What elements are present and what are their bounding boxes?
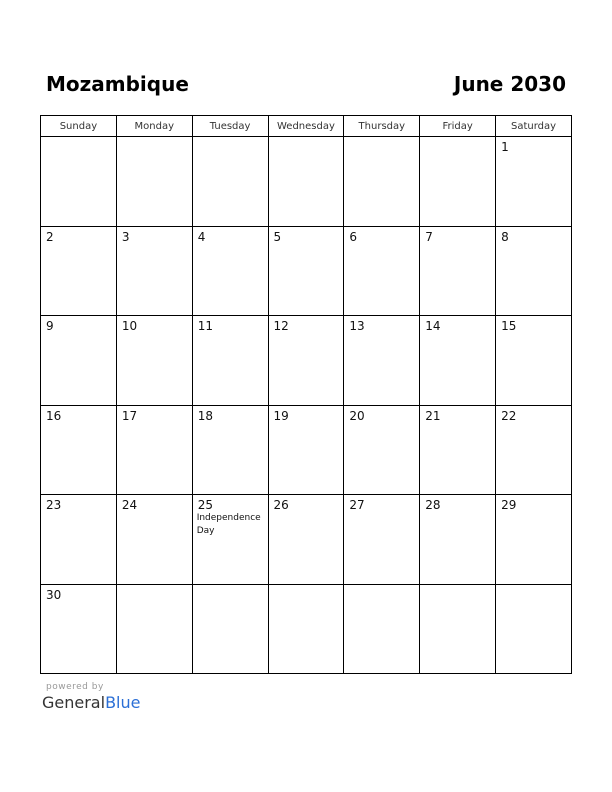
holiday-label: Independence Day bbox=[196, 513, 261, 536]
day-number: 17 bbox=[121, 408, 138, 423]
day-cell bbox=[116, 495, 192, 585]
day-number: 22 bbox=[501, 408, 517, 423]
weekday-wednesday: Wednesday bbox=[268, 116, 344, 137]
day-number: 5 bbox=[273, 229, 282, 244]
day-cell bbox=[41, 137, 117, 227]
day-number: 27 bbox=[349, 498, 365, 512]
week-row bbox=[41, 226, 572, 316]
day-number: 13 bbox=[349, 319, 365, 333]
day-cell bbox=[268, 226, 344, 316]
day-cell bbox=[192, 495, 268, 585]
calendar-grid bbox=[40, 115, 572, 674]
day-cell bbox=[41, 405, 117, 495]
day-number: 12 bbox=[273, 319, 289, 333]
day-number: 1 bbox=[501, 140, 509, 154]
brand-general: General bbox=[42, 693, 106, 712]
day-cell bbox=[268, 316, 344, 406]
day-cell bbox=[116, 137, 192, 227]
day-number: 15 bbox=[501, 319, 517, 333]
day-number: 16 bbox=[46, 408, 62, 423]
day-number bbox=[496, 585, 571, 588]
day-number: 9 bbox=[46, 319, 54, 333]
day-number: 7 bbox=[425, 229, 433, 244]
day-number: 28 bbox=[425, 498, 441, 512]
day-cell bbox=[268, 137, 344, 227]
day-cell bbox=[192, 226, 268, 316]
day-number bbox=[117, 585, 192, 588]
brand-blue: Blue bbox=[105, 693, 141, 712]
day-number: 20 bbox=[349, 408, 365, 423]
day-cell bbox=[420, 584, 496, 674]
day-number: 6 bbox=[349, 229, 358, 244]
day-number: 29 bbox=[501, 498, 517, 512]
weekday-saturday: Saturday bbox=[496, 116, 572, 137]
day-number: 8 bbox=[501, 229, 509, 244]
day-cell bbox=[116, 584, 192, 674]
day-number: 23 bbox=[46, 498, 62, 512]
day-cell bbox=[192, 137, 268, 227]
day-number bbox=[269, 137, 344, 140]
day-cell bbox=[420, 405, 496, 495]
week-row bbox=[41, 405, 572, 495]
day-cell bbox=[420, 137, 496, 227]
day-cell bbox=[268, 495, 344, 585]
day-cell bbox=[344, 405, 420, 495]
day-cell bbox=[41, 316, 117, 406]
calendar-country-title: Mozambique bbox=[46, 72, 189, 96]
day-number bbox=[117, 137, 192, 140]
day-cell bbox=[344, 584, 420, 674]
day-cell bbox=[420, 495, 496, 585]
day-number bbox=[193, 137, 268, 140]
day-cell bbox=[496, 584, 572, 674]
week-row bbox=[41, 316, 572, 406]
weekday-thursday: Thursday bbox=[344, 116, 420, 137]
day-cell bbox=[192, 405, 268, 495]
day-cell bbox=[41, 495, 117, 585]
day-number: 30 bbox=[46, 587, 62, 602]
day-number: 4 bbox=[197, 229, 206, 244]
day-cell bbox=[344, 137, 420, 227]
day-number: 26 bbox=[273, 498, 289, 512]
day-number: 14 bbox=[425, 319, 441, 333]
day-number: 24 bbox=[121, 498, 138, 512]
day-number: 3 bbox=[121, 229, 130, 244]
day-number: 18 bbox=[197, 408, 213, 423]
day-number: 25 bbox=[197, 498, 213, 512]
day-number: 10 bbox=[121, 319, 138, 333]
day-cell bbox=[268, 584, 344, 674]
weekday-tuesday: Tuesday bbox=[192, 116, 268, 137]
day-cell bbox=[420, 226, 496, 316]
day-number: 2 bbox=[46, 229, 54, 244]
day-number: 11 bbox=[197, 319, 213, 333]
day-cell bbox=[116, 316, 192, 406]
day-cell bbox=[268, 405, 344, 495]
weekday-monday: Monday bbox=[116, 116, 192, 137]
day-number: 19 bbox=[273, 408, 289, 423]
day-cell bbox=[496, 405, 572, 495]
day-cell bbox=[496, 226, 572, 316]
calendar-weeks bbox=[41, 137, 572, 674]
day-cell bbox=[41, 226, 117, 316]
day-number bbox=[420, 585, 495, 588]
week-row bbox=[41, 137, 572, 227]
day-number bbox=[344, 137, 419, 140]
day-cell bbox=[344, 226, 420, 316]
day-cell bbox=[344, 316, 420, 406]
day-number bbox=[420, 137, 495, 140]
weekday-sunday: Sunday bbox=[41, 116, 117, 137]
day-cell bbox=[116, 405, 192, 495]
day-number bbox=[41, 137, 116, 140]
weekday-friday: Friday bbox=[420, 116, 496, 137]
day-number bbox=[193, 585, 268, 588]
calendar-month-title: June 2030 bbox=[453, 72, 566, 96]
day-cell bbox=[116, 226, 192, 316]
week-row bbox=[41, 584, 572, 674]
day-cell bbox=[496, 316, 572, 406]
weekday-header-row bbox=[41, 116, 572, 137]
day-cell bbox=[496, 137, 572, 227]
day-number bbox=[269, 585, 344, 588]
generalblue-logo[interactable] bbox=[42, 693, 140, 712]
day-cell bbox=[420, 316, 496, 406]
day-cell bbox=[41, 584, 117, 674]
day-cell bbox=[192, 316, 268, 406]
day-cell bbox=[192, 584, 268, 674]
day-number: 21 bbox=[425, 408, 441, 423]
week-row bbox=[41, 495, 572, 585]
day-cell bbox=[344, 495, 420, 585]
day-number bbox=[344, 585, 419, 588]
day-cell bbox=[496, 495, 572, 585]
powered-by-text: powered by bbox=[46, 682, 104, 692]
